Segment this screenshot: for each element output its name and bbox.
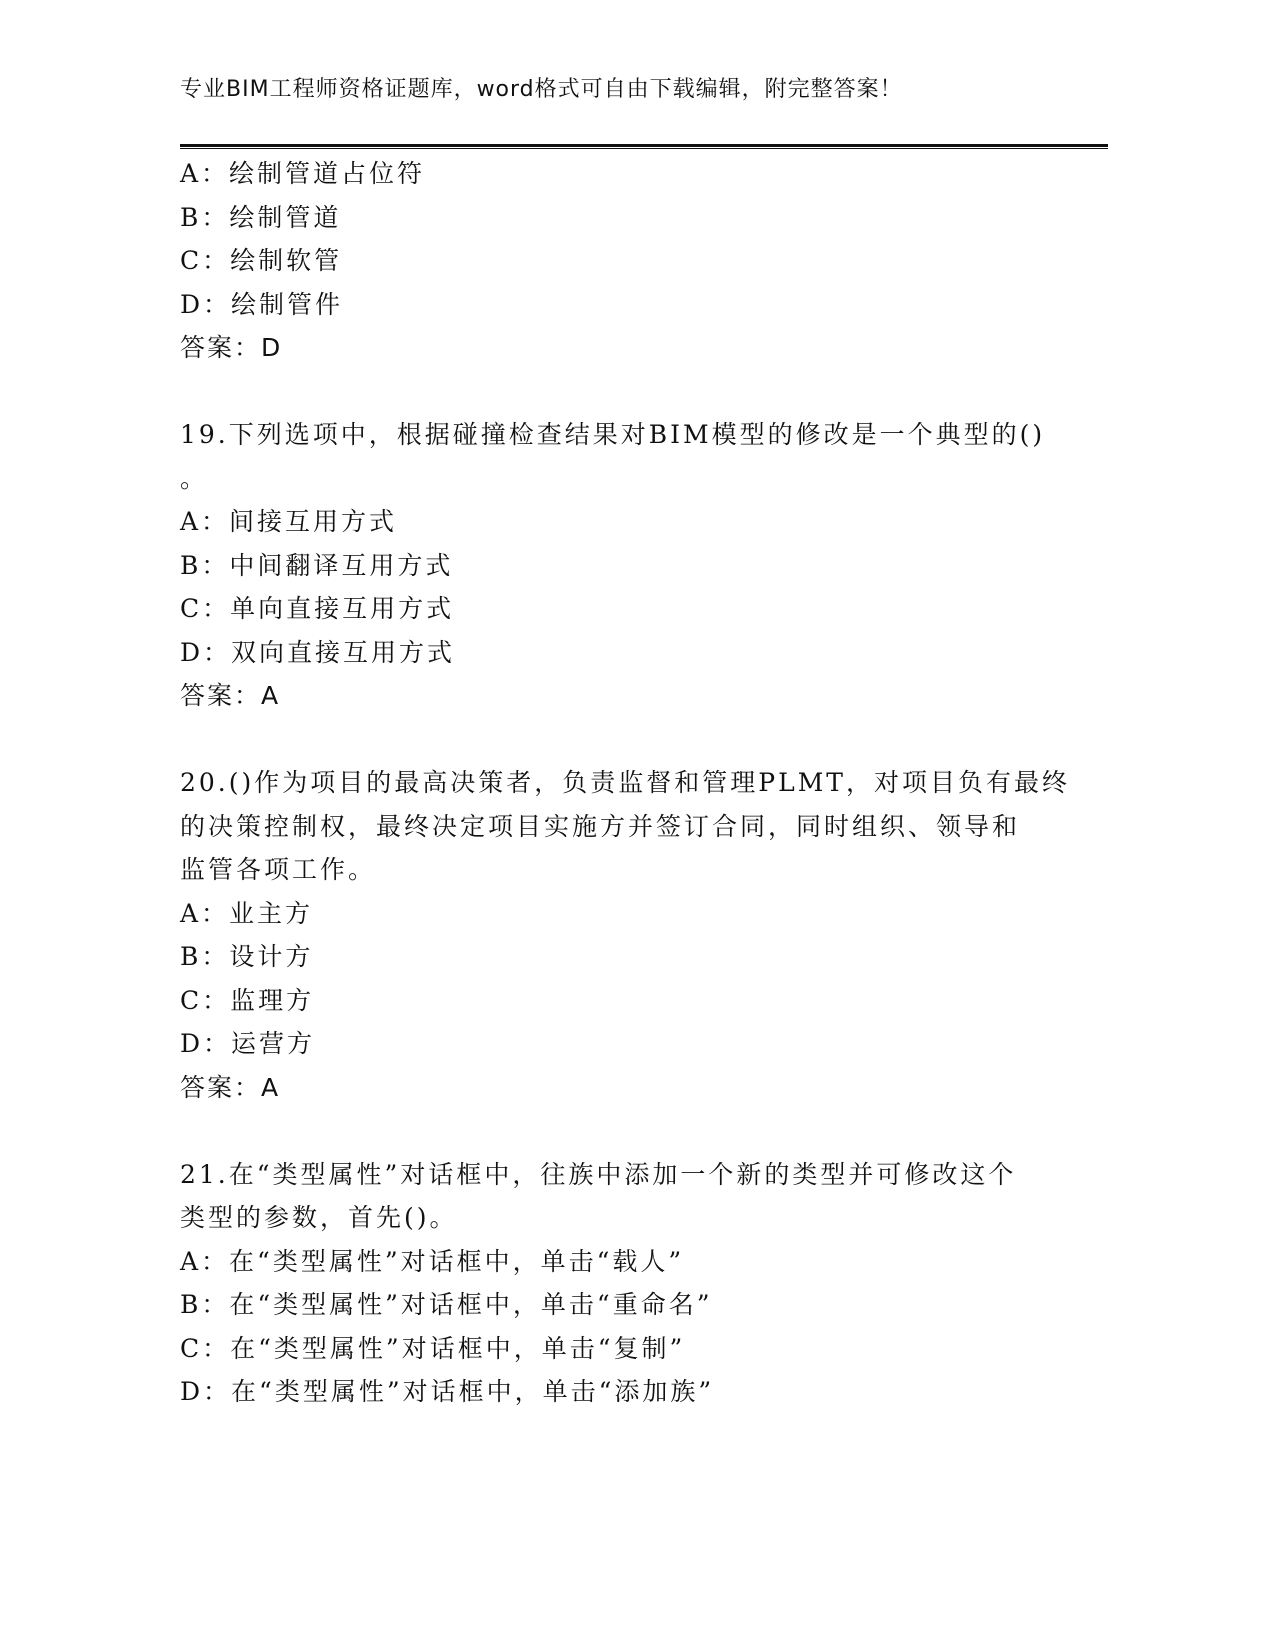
answer-line: 答案：D — [180, 333, 283, 362]
option-a: A：业主方 — [180, 898, 314, 928]
spacer — [180, 1109, 1100, 1153]
question-text: 监管各项工作。 — [180, 855, 377, 884]
question-block — [180, 152, 1100, 370]
question-block — [180, 413, 1100, 718]
question-block — [180, 1153, 1100, 1414]
option-a: A：绘制管道占位符 — [180, 159, 426, 188]
option-d: D：绘制管件 — [180, 289, 344, 319]
question-text: 。 — [180, 463, 209, 493]
answer-line: 答案：A — [180, 1072, 281, 1102]
question-text: 的决策控制权，最终决定项目实施方并签订合同，同时组织、领导和 — [180, 811, 1021, 841]
option-d: D：双向直接互用方式 — [180, 637, 456, 667]
question-text: 20.()作为项目的最高决策者，负责监督和管理PLMT，对项目负有最终 — [180, 768, 1070, 797]
question-text: 类型的参数，首先()。 — [180, 1203, 458, 1232]
option-a: A：在“类型属性”对话框中，单击“载人” — [180, 1246, 685, 1276]
option-d: D：在“类型属性”对话框中，单击“添加族” — [180, 1377, 715, 1406]
header-divider — [180, 144, 1108, 149]
option-b: B：中间翻译互用方式 — [180, 550, 454, 580]
option-c: C：绘制软管 — [180, 246, 343, 275]
option-d: D：运营方 — [180, 1029, 316, 1058]
option-a: A：间接互用方式 — [180, 507, 398, 536]
question-block — [180, 761, 1100, 1109]
option-b: B：设计方 — [180, 942, 314, 971]
question-list — [180, 152, 1100, 1414]
answer-line: 答案：A — [180, 681, 281, 710]
page-header: 专业BIM工程师资格证题库，word格式可自由下载编辑，附完整答案！ — [180, 77, 903, 102]
question-text: 19.下列选项中，根据碰撞检查结果对BIM模型的修改是一个典型的() — [180, 420, 1046, 449]
question-text: 21.在“类型属性”对话框中，往族中添加一个新的类型并可修改这个 — [180, 1159, 1017, 1189]
option-c: C：单向直接互用方式 — [180, 594, 455, 623]
option-c: C：在“类型属性”对话框中，单击“复制” — [180, 1333, 686, 1363]
option-c: C：监理方 — [180, 985, 315, 1015]
spacer — [180, 370, 1100, 414]
option-b: B：在“类型属性”对话框中，单击“重命名” — [180, 1290, 713, 1319]
option-b: B：绘制管道 — [180, 202, 342, 232]
spacer — [180, 718, 1100, 762]
